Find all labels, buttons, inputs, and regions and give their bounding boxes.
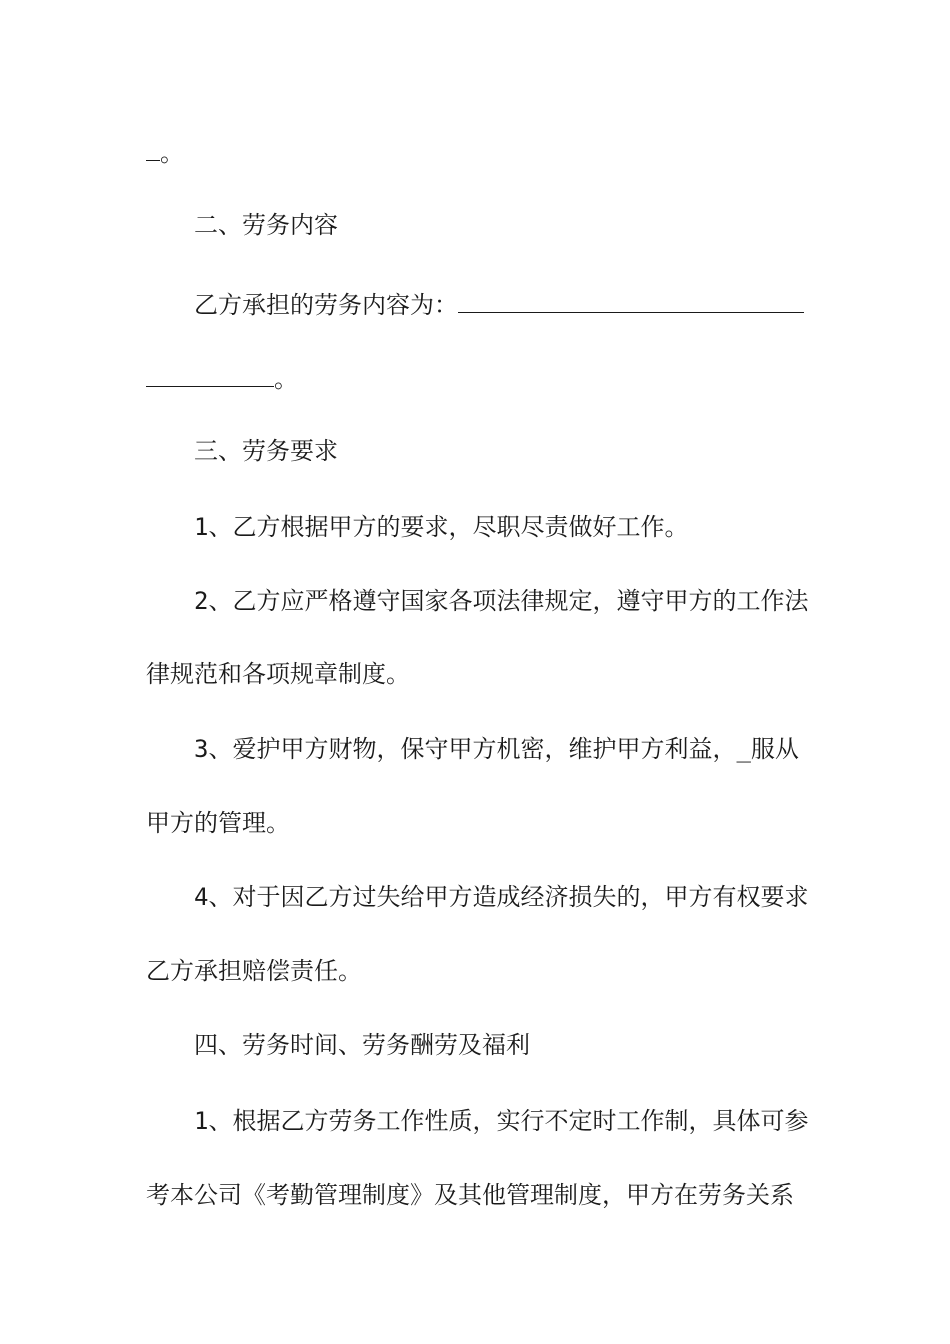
paragraph-line: 1、乙方根据甲方的要求，尽职尽责做好工作。: [194, 513, 689, 541]
line-blank-end: 。: [146, 138, 184, 168]
section-heading-3: 三、劳务要求: [194, 437, 338, 465]
section-heading-4: 四、劳务时间、劳务酬劳及福利: [194, 1031, 530, 1059]
line-content-label: 乙方承担的劳务内容为：: [194, 290, 804, 320]
section-heading-2: 二、劳务内容: [194, 211, 338, 239]
fill-in-blank[interactable]: [146, 364, 274, 387]
fill-in-blank[interactable]: [458, 290, 804, 313]
paragraph-line: 律规范和各项规章制度。: [146, 660, 410, 688]
paragraph-line: 2、乙方应严格遵守国家各项法律规定，遵守甲方的工作法: [194, 587, 809, 615]
line-blank-continuation: 。: [146, 364, 298, 394]
paragraph-line: 1、根据乙方劳务工作性质，实行不定时工作制，具体可参: [194, 1107, 809, 1135]
paragraph-line: 考本公司《考勤管理制度》及其他管理制度，甲方在劳务关系: [146, 1181, 794, 1209]
paragraph-line: 4、对于因乙方过失给甲方造成经济损失的，甲方有权要求: [194, 883, 809, 911]
fill-in-blank[interactable]: [146, 138, 160, 161]
paragraph-line: 3、爱护甲方财物，保守甲方机密，维护甲方利益，_服从: [194, 735, 799, 763]
paragraph-line: 乙方承担赔偿责任。: [146, 957, 362, 985]
paragraph-line: 甲方的管理。: [146, 809, 290, 837]
